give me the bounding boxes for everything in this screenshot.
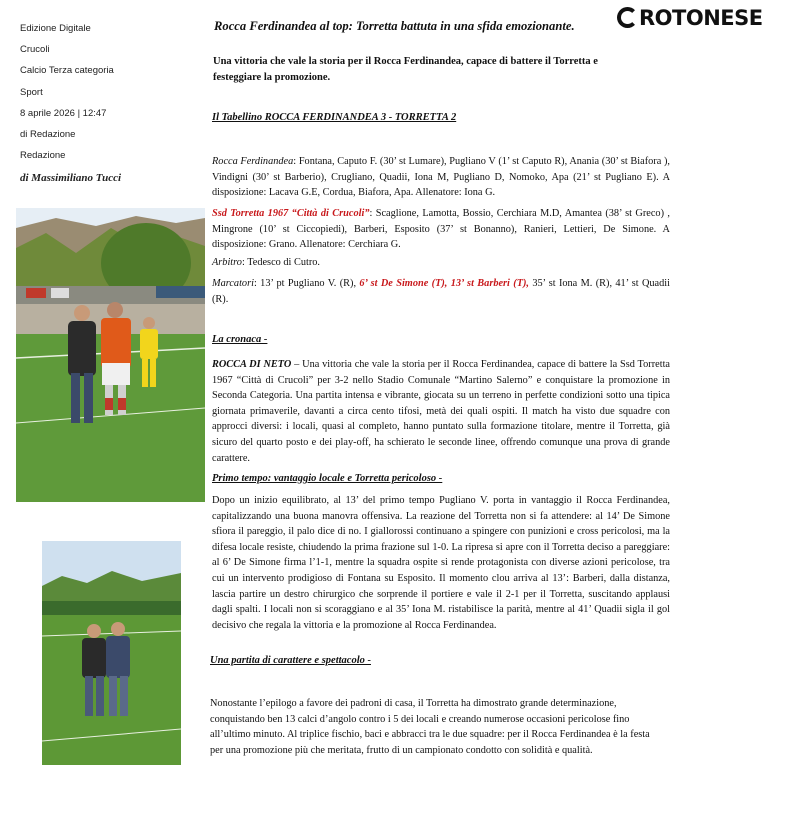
scorers-torretta: 6’ st De Simone (T), 13’ st Barberi (T), [359,278,530,289]
lineup-torretta-label: Ssd Torretta 1967 “Città di Crucoli” [212,208,370,219]
dateline: ROCCA DI NETO [212,359,292,370]
publish-datetime: 8 aprile 2026 | 12:47 [20,107,107,119]
lineup-torretta-text: : Scaglione, Lamotta, Bossio, Cerchiara M.D, Amantea (38’ st Greco) , Mingrone (10’ st Ciccopiedi), Barberi, Esposito (37’ st Bonanno), Ranieri, Lettieri, De Simone. A disposizione: Grano. Allenatore: Cerchiara G. [212,208,670,251]
category-link[interactable]: Calcio Terza categoria [20,65,114,77]
byline: di Redazione [20,128,76,140]
section-heading-primo-tempo: Primo tempo: vantaggio locale e Torretta pericoloso - [212,473,443,484]
logo-text: ROTONESE [639,6,763,30]
scorers-line [212,276,670,307]
article-lead: Una vittoria che vale la storia per il Rocca Ferdinandea, capace di battere il Torretta e festeggiare la promozione. [213,56,598,83]
scorecard-title: Il Tabellino ROCCA FERDINANDEA 3 - TORRETTA 2 [212,112,457,123]
paragraph-primo-tempo: Dopo un inizio equilibrato, al 13’ del primo tempo Pugliano V. porta in vantaggio il Rocca Ferdinandea, capitalizzando una buona manovra offensiva. La reazione del Torretta non si fa attendere: al 14’ De Simone sfiora il pareggio, il palo dice di no. I giallorossi continuano a spingere con punizioni e cross pericolosi, ma la difesa locale resiste, chiudendo la prima frazione sul 1-0. La ripresa si apre con il Torretta deciso a pareggiare: al 6’ De Simone firma l’1-1, mentre la squadra ospite si rende protagonista con diverse azioni pericolose, tra cui un intervento prodigioso di Fontana su Esposito. Il momento clou arriva al 13’: Barberi, dalla distanza, lascia partire un destro chirurgico che sorprende il portiere e vale il 2-1 per il Torretta, suscitando applausi dagli spalti. I locali non si scoraggiano e al 35’ Iona M. ristabilisce la parità, mentre al 41’ Quadii sigla il gol decisivo che regala la vittoria e la promozione al Rocca Ferdinandea. [212,495,670,631]
lineup-torretta [212,206,670,253]
lineup-rocca-label: Rocca Ferdinandea [212,156,294,167]
referee-label: Arbitro [212,257,242,268]
scorers-post: 35’ st Iona M. (R), 41’ st Quadii (R). [212,278,670,305]
paragraph-cronaca-text: – Una vittoria che vale la storia per il Rocca Ferdinandea, capace di battere la Ssd Torretta 1967 “Città di Crucoli” per 3-2 nello Stadio Comunale “Martino Salerno” e conquistare la promozione in Seconda Categoria. Una partita intensa e vibrante, giocata su un terreno in perfette condizioni sotto una tipica giornata primaverile, davanti a circa cento tifosi, metà dei quali ospiti. Il match ha visto due squadre con approcci diversi: i locali, quasi al completo, hanno puntato sulla formazione titolare, mentre il Torretta, già sicuro del quarto posto e dei play-off, ha schierato le seconde linee, offrendo comunque una prova di grande carattere. [212,359,670,464]
section-heading-partita: Una partita di carattere e spettacolo - [210,655,371,666]
referee-text: : Tedesco di Cutro. [241,257,320,268]
lineup-rocca-text: : Fontana, Caputo F. (30’ st Lumare), Pugliano V (1’ st Caputo R), Anania (30’ st Biafora ), Vindigni (30’ st Barberio), Crugliano, Quadii, Iona M, Pugliano D, Nomoko, Apa (21’ st Pugliano E). A disposizione: Lacava G.E, Cordua, Biafora, Apa. Allenatore: Iona G. [212,156,671,199]
section-link[interactable]: Sport [20,86,43,98]
scorers-pre: : 13’ pt Pugliano V. (R), [253,278,360,289]
paragraph-cronaca [212,357,670,466]
city-link[interactable]: Crucoli [20,44,50,56]
paragraph-partita: Nonostante l’epilogo a favore dei padroni di casa, il Torretta ha dimostrato grande determinazione, conquistando ben 13 calci d’angolo contro i 5 dei locali e creando numerose occasioni pericolose fino all’ultimo minuto. Al triplice fischio, baci e abbracci tra le due squadre: per il Rocca Ferdinandea è la festa per una promozione più che meritata, frutto di un campionato condotto con solidità e qualità. [210,698,650,756]
referee-line [212,255,670,271]
edition-label: Edizione Digitale [20,23,91,34]
lineup-rocca [212,154,670,201]
logo-c-mark [617,7,638,28]
section-heading-cronaca: La cronaca - [212,334,268,345]
author-name: di Massimiliano Tucci [20,172,122,185]
article-headline: Rocca Ferdinandea al top: Torretta battuta in una sfida emozionante. [214,19,575,33]
match-photo-officials [42,541,181,765]
author-role: Redazione [20,150,66,162]
site-logo[interactable] [617,5,797,31]
match-photo-players [16,208,205,502]
article-meta-sidebar [20,22,200,184]
scorers-label: Marcatori [212,278,254,289]
